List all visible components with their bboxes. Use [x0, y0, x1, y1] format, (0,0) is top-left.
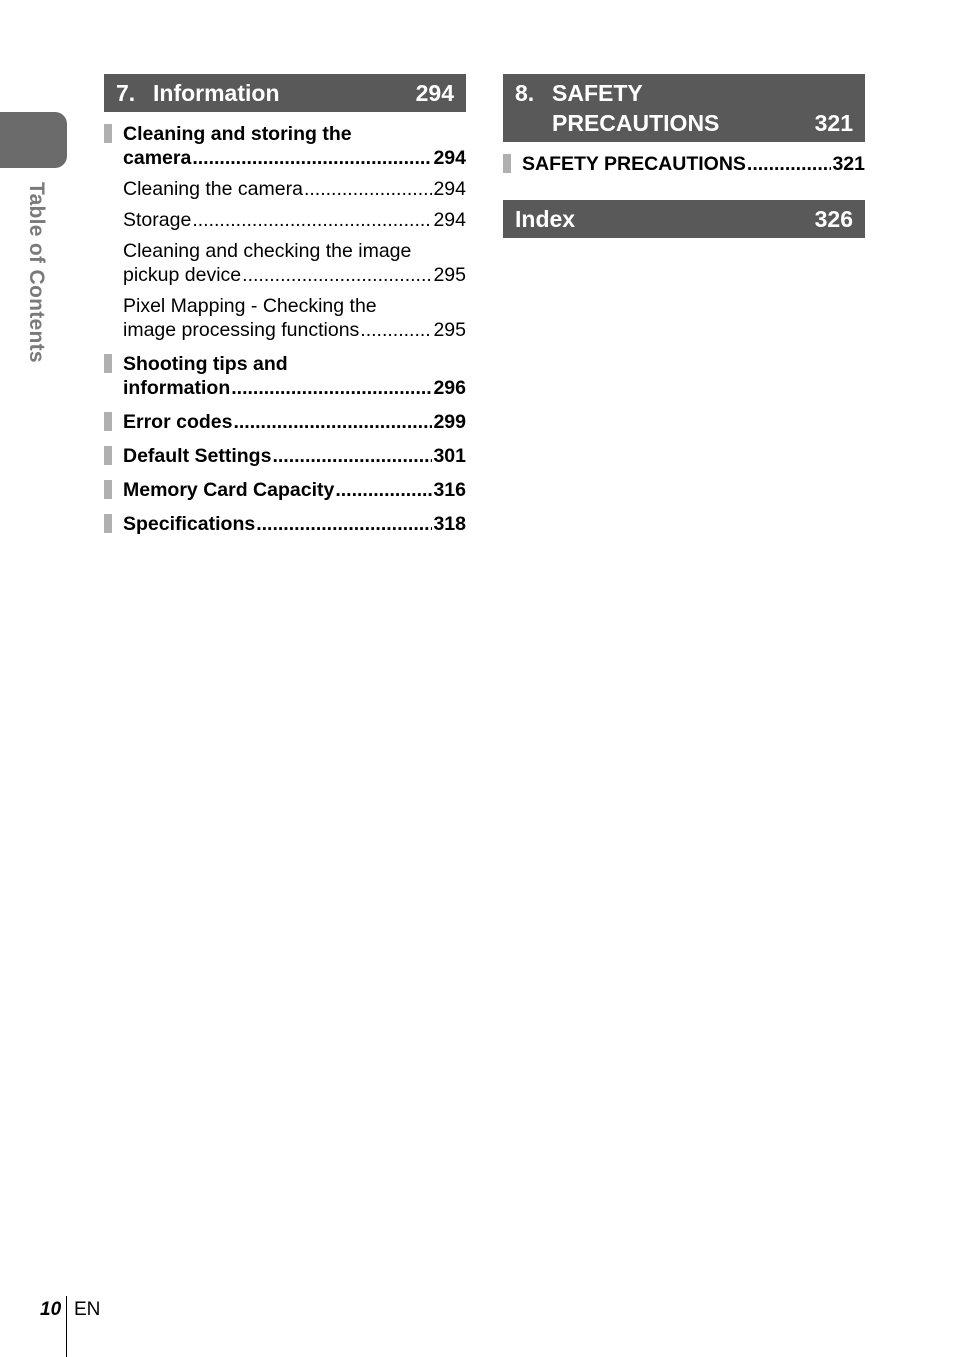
entry-text: pickup device: [123, 264, 242, 286]
entry-page: 294: [433, 209, 466, 231]
entry-text: image processing functions: [123, 319, 360, 341]
side-label: Table of Contents: [25, 182, 48, 363]
entry-page: 295: [433, 264, 466, 286]
toc-entry-memory-card-capacity[interactable]: [104, 478, 466, 502]
section-number: 8.: [515, 80, 535, 106]
toc-column-right: [503, 74, 865, 238]
toc-entry-shooting-tips[interactable]: [104, 352, 466, 400]
footer-divider: [66, 1296, 67, 1357]
entry-line1: Cleaning and checking the image: [123, 240, 412, 262]
entry-text: Specifications: [123, 513, 256, 535]
entry-page: 295: [433, 319, 466, 341]
section-page: 326: [814, 206, 853, 232]
side-tab: [0, 112, 67, 168]
toc-entry-specifications[interactable]: [104, 512, 466, 536]
toc-column-left: [104, 74, 466, 536]
entry-line1: Cleaning and storing the: [123, 123, 352, 145]
entry-line1: Shooting tips and: [123, 353, 288, 375]
entry-text: Error codes: [123, 411, 233, 433]
entry-text: information: [123, 377, 231, 399]
toc-entry-cleaning-storing[interactable]: [104, 122, 466, 170]
section-header-information[interactable]: [104, 74, 466, 112]
section-title-line1: SAFETY: [552, 80, 643, 106]
entry-page: 321: [832, 153, 865, 175]
section-number: 7.: [116, 80, 136, 106]
entry-page: 318: [433, 513, 466, 535]
toc-entry-default-settings[interactable]: [104, 444, 466, 468]
entry-page: 296: [433, 377, 466, 399]
section-title: Index: [515, 206, 576, 232]
entry-page: 299: [433, 411, 466, 433]
section-title: Information: [153, 80, 280, 106]
section-page: 321: [814, 110, 853, 136]
toc-entry-pixel-mapping[interactable]: [104, 294, 466, 342]
entry-text: SAFETY PRECAUTIONS: [522, 153, 746, 175]
toc-entry-cleaning-image-pickup[interactable]: [104, 239, 466, 287]
entry-page: 316: [433, 479, 466, 501]
entry-text: Default Settings: [123, 445, 272, 467]
entry-page: 294: [433, 147, 466, 169]
entry-text: Storage: [123, 209, 192, 231]
entry-text: camera: [123, 147, 192, 169]
toc-entry-safety-precautions[interactable]: [503, 152, 865, 176]
entry-page: 294: [433, 178, 466, 200]
section-header-index[interactable]: [503, 200, 865, 238]
toc-entry-error-codes[interactable]: [104, 410, 466, 434]
entry-page: 301: [433, 445, 466, 467]
entry-text: Cleaning the camera: [123, 178, 303, 200]
page-number: 10: [40, 1299, 62, 1320]
section-header-safety[interactable]: [503, 74, 865, 142]
entry-text: Memory Card Capacity: [123, 479, 335, 501]
toc-entry-cleaning-camera[interactable]: [104, 177, 466, 201]
entry-line1: Pixel Mapping - Checking the: [123, 295, 377, 317]
toc-entry-storage[interactable]: [104, 208, 466, 232]
language-label: EN: [74, 1299, 101, 1320]
section-page: 294: [415, 80, 454, 106]
section-title-line2: PRECAUTIONS: [552, 110, 720, 136]
